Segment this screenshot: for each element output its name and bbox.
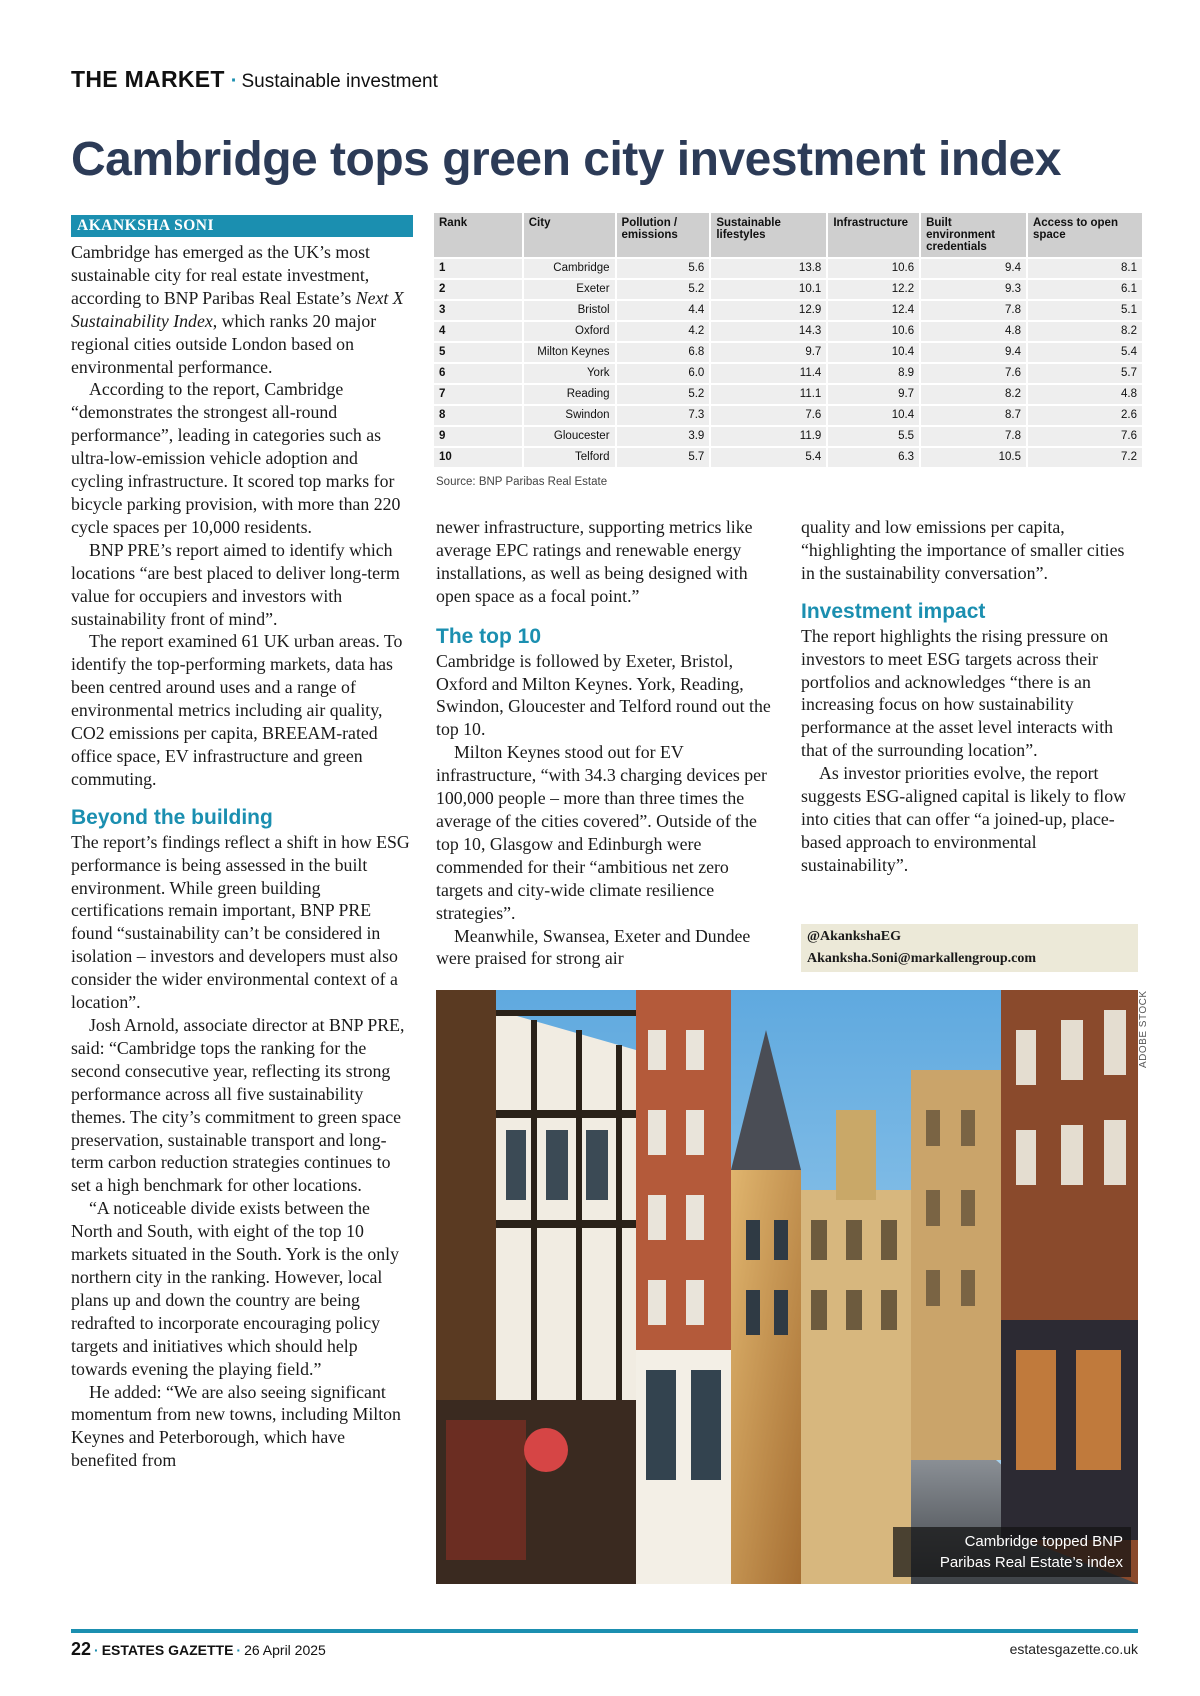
author-email-link[interactable]: Akanksha.Soni@markallengroup.com: [807, 951, 1037, 966]
column-header: Rank: [434, 213, 522, 257]
publication-name: ESTATES GAZETTE: [101, 1642, 234, 1658]
score-cell: 6.8: [617, 343, 710, 362]
score-cell: 7.8: [921, 301, 1026, 320]
city-cell: Telford: [524, 448, 615, 467]
score-cell: 7.2: [1028, 448, 1142, 467]
rank-cell: 7: [434, 385, 522, 404]
sustainability-index-table: [434, 213, 1142, 469]
column-header: Access to open space: [1028, 213, 1142, 257]
table-row: [434, 280, 1142, 299]
paragraph: Josh Arnold, associate director at BNP PRE, said: “Cambridge tops the ranking for the second consecutive year, reflecting its strong performance across all five sustainability themes. The city’s commitment to green space preservation, sustainable transport and long-term carbon reduction strategies continues to set a high benchmark for other locations.: [71, 1015, 405, 1196]
score-cell: 4.8: [1028, 385, 1142, 404]
caption-line: Cambridge topped BNP: [964, 1533, 1123, 1550]
score-cell: 7.6: [1028, 427, 1142, 446]
score-cell: 10.6: [828, 259, 919, 278]
paragraph: As investor priorities evolve, the report suggests ESG-aligned capital is likely to flow into cities that can offer “a joined-up, place-based approach to environmental sustainability”.: [801, 763, 1126, 875]
score-cell: 9.4: [921, 343, 1026, 362]
rank-cell: 9: [434, 427, 522, 446]
score-cell: 6.3: [828, 448, 919, 467]
score-cell: 6.0: [617, 364, 710, 383]
paragraph: The report highlights the rising pressure on investors to meet ESG targets across their portfolios and acknowledges “there is an increasing focus on how sustainability performance at the asset level interacts with that of the surrounding location”.: [801, 625, 1114, 761]
rank-cell: 5: [434, 343, 522, 362]
table-row: [434, 406, 1142, 425]
footer-publication-info: [71, 1639, 326, 1660]
score-cell: 10.1: [711, 280, 826, 299]
score-cell: 5.1: [1028, 301, 1142, 320]
score-cell: 8.1: [1028, 259, 1142, 278]
issue-date: 26 April 2025: [244, 1642, 326, 1658]
table-source: Source: BNP Paribas Real Estate: [436, 476, 608, 488]
footer-rule: [71, 1629, 1138, 1633]
score-cell: 9.3: [921, 280, 1026, 299]
section-separator: ·: [230, 70, 238, 92]
score-cell: 8.9: [828, 364, 919, 383]
score-cell: 11.1: [711, 385, 826, 404]
byline: AKANKSHA SONI: [71, 215, 413, 237]
score-cell: 12.4: [828, 301, 919, 320]
paragraph: newer infrastructure, supporting metrics like average EPC ratings and renewable energy installations, as well as being designed with open space as a focal point.”: [436, 517, 753, 606]
paragraph: Milton Keynes stood out for EV infrastructure, “with 34.3 charging devices per 100,000 people – more than three times the average of the cities covered”. Outside of the top 10, Glasgow and Edinburgh were commended for their “ambitious net zero targets and city-wide climate resilience strategies”.: [436, 742, 767, 923]
photo-credit: ADOBE STOCK: [1138, 990, 1149, 1068]
score-cell: 7.8: [921, 427, 1026, 446]
score-cell: 7.6: [711, 406, 826, 425]
city-cell: York: [524, 364, 615, 383]
score-cell: 12.2: [828, 280, 919, 299]
city-cell: Swindon: [524, 406, 615, 425]
paragraph: BNP PRE’s report aimed to identify which locations “are best placed to deliver long-term value for occupiers and investors with sustainability front of mind”.: [71, 539, 400, 629]
rank-cell: 10: [434, 448, 522, 467]
score-cell: 8.2: [921, 385, 1026, 404]
score-cell: 2.6: [1028, 406, 1142, 425]
city-cell: Oxford: [524, 322, 615, 341]
photo-caption: [893, 1527, 1131, 1577]
website-link[interactable]: estatesgazette.co.uk: [1009, 1641, 1138, 1657]
score-cell: 10.6: [828, 322, 919, 341]
rank-cell: 1: [434, 259, 522, 278]
cambridge-street-photo: [436, 990, 1138, 1584]
paragraph: quality and low emissions per capita, “highlighting the importance of smaller cities in the sustainability conversation”.: [801, 517, 1125, 583]
score-cell: 9.7: [828, 385, 919, 404]
score-cell: 4.2: [617, 322, 710, 341]
paragraph: Meanwhile, Swansea, Exeter and Dundee were praised for strong air: [436, 925, 751, 969]
city-cell: Reading: [524, 385, 615, 404]
column-header: Built environment credentials: [921, 213, 1026, 257]
score-cell: 8.2: [1028, 322, 1142, 341]
article-column-1: [71, 241, 411, 1472]
table-row: [434, 343, 1142, 362]
score-cell: 3.9: [617, 427, 710, 446]
score-cell: 9.4: [921, 259, 1026, 278]
score-cell: 13.8: [711, 259, 826, 278]
city-cell: Cambridge: [524, 259, 615, 278]
score-cell: 11.9: [711, 427, 826, 446]
score-cell: 9.7: [711, 343, 826, 362]
author-contact-box: [801, 924, 1138, 972]
score-cell: 10.5: [921, 448, 1026, 467]
score-cell: 10.4: [828, 343, 919, 362]
subheading-the-top-10: The top 10: [436, 624, 542, 648]
table-row: [434, 448, 1142, 467]
score-cell: 14.3: [711, 322, 826, 341]
subheading-investment-impact: Investment impact: [801, 599, 986, 623]
score-cell: 5.7: [617, 448, 710, 467]
score-cell: 5.6: [617, 259, 710, 278]
section-header: [71, 66, 438, 93]
score-cell: 5.4: [711, 448, 826, 467]
rank-cell: 3: [434, 301, 522, 320]
table-row: [434, 322, 1142, 341]
section-label: THE MARKET: [71, 66, 225, 92]
rank-cell: 4: [434, 322, 522, 341]
footer-separator: ·: [94, 1642, 99, 1658]
paragraph: He added: “We are also seeing significant momentum from new towns, including Milton Keynes and Peterborough, which have benefited from: [71, 1381, 401, 1471]
score-cell: 8.7: [921, 406, 1026, 425]
score-cell: 4.4: [617, 301, 710, 320]
data-table: [432, 211, 1144, 469]
city-cell: Gloucester: [524, 427, 615, 446]
table-row: [434, 385, 1142, 404]
table-row: [434, 301, 1142, 320]
table-row: [434, 364, 1142, 383]
score-cell: 11.4: [711, 364, 826, 383]
score-cell: 5.2: [617, 280, 710, 299]
score-cell: 4.8: [921, 322, 1026, 341]
score-cell: 5.4: [1028, 343, 1142, 362]
score-cell: 5.2: [617, 385, 710, 404]
page-number: 22: [71, 1639, 92, 1659]
table-row: [434, 427, 1142, 446]
text-run: , which ranks 20 major regional cities outside London based on environmental performance.: [71, 310, 377, 377]
column-header: Sustainable lifestyles: [711, 213, 826, 257]
table-row: [434, 259, 1142, 278]
text-run: Cambridge has emerged as the UK’s most sustainable city for real estate investment, according to BNP Paribas Real Estate’s: [71, 242, 370, 308]
paragraph: The report’s findings reflect a shift in how ESG performance is being assessed in the built environment. While green building certifications remain important, BNP PRE found “sustainability can’t be considered in isolation – investors and developers must also consider the wider environmental context of a location”.: [71, 831, 410, 1013]
rank-cell: 8: [434, 406, 522, 425]
city-cell: Bristol: [524, 301, 615, 320]
street-scene-illustration: [436, 990, 1138, 1584]
paragraph: “A noticeable divide exists between the North and South, with eight of the top 10 markets situated in the South. York is the only northern city in the ranking. However, local plans up and down the country are being redrafted to incorporate encouraging policy targets and initiatives which should help towards evening the playing field.”: [71, 1198, 399, 1379]
article-column-3: [801, 516, 1141, 877]
score-cell: 5.5: [828, 427, 919, 446]
score-cell: 7.3: [617, 406, 710, 425]
column-header: Infrastructure: [828, 213, 919, 257]
city-cell: Exeter: [524, 280, 615, 299]
column-header: Pollution / emissions: [617, 213, 710, 257]
report-title: Next X Sustainability Index: [71, 287, 404, 331]
score-cell: 12.9: [711, 301, 826, 320]
score-cell: 7.6: [921, 364, 1026, 383]
score-cell: 6.1: [1028, 280, 1142, 299]
city-cell: Milton Keynes: [524, 343, 615, 362]
paragraph: [71, 241, 411, 378]
rank-cell: 6: [434, 364, 522, 383]
score-cell: 10.4: [828, 406, 919, 425]
score-cell: 5.7: [1028, 364, 1142, 383]
headline: Cambridge tops green city investment index: [71, 133, 1061, 186]
article-column-2: [436, 516, 776, 970]
caption-line: Paribas Real Estate’s index: [939, 1554, 1123, 1571]
paragraph: According to the report, Cambridge “demonstrates the strongest all-round performance”, leading in categories such as ultra-low-emission vehicle adoption and cycling infrastructure. It scored top marks for bicycle parking provision, with more than 220 cycle spaces per 10,000 residents.: [71, 379, 401, 537]
paragraph: Cambridge is followed by Exeter, Bristol, Oxford and Milton Keynes. York, Reading, Swindon, Gloucester and Telford round out the top 10.: [436, 650, 771, 740]
rank-cell: 2: [434, 280, 522, 299]
column-header: City: [524, 213, 615, 257]
footer-separator: ·: [236, 1642, 242, 1658]
table-header-row: [434, 213, 1142, 257]
paragraph: The report examined 61 UK urban areas. To identify the top-performing markets, data has been centred around uses and a range of environmental metrics including air quality, CO2 emissions per capita, BREEAM-rated office space, EV infrastructure and green commuting.: [71, 631, 403, 789]
subsection-label: Sustainable investment: [241, 71, 438, 92]
subheading-beyond-the-building: Beyond the building: [71, 805, 273, 829]
author-twitter-handle[interactable]: @AkankshaEG: [807, 929, 901, 944]
